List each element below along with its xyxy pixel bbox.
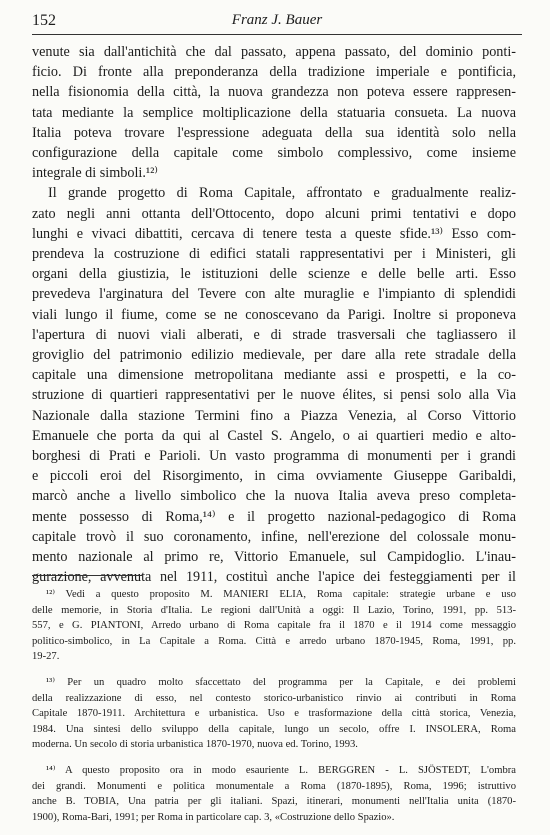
body-line: capitale trovò il suo coronamento, infine, nell'erezione del colossale monu- — [32, 528, 516, 545]
body-line: mento nazionale al primo re, Vittorio Emanuele, sul Campidoglio. L'inau- — [32, 549, 516, 566]
body-line: groviglio del patrimonio edilizio medievale, per dare alla rete stradale della — [32, 347, 516, 364]
body-line: borghesi di Prati e Parioli. Un vasto programma di monumenti per i grandi — [32, 448, 516, 465]
body-line: Emanuele che porta da qui al Castel S. Angelo, o ai quartieri medio e alto- — [32, 427, 516, 444]
body-line: zato negli anni ottanta dell'Ottocento, dopo alcuni primi tentativi e dopo — [32, 205, 516, 222]
footnote-line: delle memorie, in Storia d'Italia. Le regioni dall'Unità a oggi: Il Lazio, Torino, 1991, pp. 513- — [32, 604, 516, 616]
body-line: Nazionale dalla stazione Termini fino a Piazza Venezia, al Corso Vittorio — [32, 407, 516, 424]
page-header — [32, 8, 522, 35]
running-head: Franz J. Bauer — [231, 12, 323, 28]
footnote-line: Capitale 1870-1911. Architettura e urbanistica. Uso e trasformazione della città storica, Venezia, — [32, 708, 516, 720]
body-line: Il grande progetto di Roma Capitale, affrontato e gradualmente realiz- — [48, 185, 516, 202]
body-line: configurazione della capitale come simbolo complessivo, come insieme — [32, 145, 516, 162]
body-line: nella fisionomia della città, la nuova grandezza non poteva essere rappresen- — [32, 84, 516, 101]
footnote-line: 19-27. — [32, 651, 60, 663]
footnote-13 — [32, 675, 516, 753]
footnote-14 — [32, 763, 516, 825]
footnote-line: politico-simbolico, in La Capitale a Roma. Città e arredo urbano 1870-1945, Roma, 1991, pp. — [32, 635, 516, 647]
body-line: prendeva la costruzione di edifici statali rappresentativi per i Ministeri, gli — [32, 246, 516, 263]
body-line: organi della giustizia, le istituzioni delle scienze e delle belle arti. Esso — [32, 266, 516, 283]
footnote-separator — [32, 575, 142, 576]
footnote-line: ¹²⁾ Vedi a questo proposito M. MANIERI ELIA, Roma capitale: strategie urbane e uso — [46, 589, 516, 600]
footnote-line: anche B. TOBIA, Una patria per gli italiani. Spazi, itinerari, monumenti nell'Italia unita (1870- — [32, 796, 516, 808]
footnote-line: dei grandi. Monumenti e politica monumentale a Roma (1870-1895), Roma, 1996; istruttivo — [32, 780, 516, 792]
body-line: Italia poteva trovare l'espressione adeguata della sua identità solo nella — [32, 124, 516, 141]
footnote-line: 1984. Una sintesi dello sviluppo della capitale, lungo un secolo, offre I. INSOLERA, Roma — [32, 723, 516, 735]
footnote-12 — [32, 587, 516, 665]
body-line: capitale una dimensione metropolitana mediante assi e prospetti, e la co- — [32, 367, 516, 384]
body-line: integrale di simboli.¹²⁾ — [32, 165, 158, 182]
body-line: e piccoli eroi del Risorgimento, in cima ovviamente Giuseppe Garibaldi, — [32, 468, 516, 485]
body-line: mente possesso di Roma,¹⁴⁾ e il progetto nazional-pedagogico di Roma — [32, 508, 516, 525]
footnote-line: della realizzazione di esso, nel contesto storico-urbanistico rinvio ai contributi in Roma — [32, 692, 516, 704]
body-line: ficio. Di fronte alla preponderanza della tradizione imperiale e pontificia, — [32, 64, 516, 81]
body-text — [32, 42, 516, 587]
body-line: prevedeva l'arginatura del Tevere con alte muraglie e l'impianto di splendidi — [32, 286, 516, 303]
body-line: viali lungo il fiume, come se ne conoscevano da Parigi. Inoltre si proponeva — [32, 306, 516, 323]
footnotes — [32, 587, 516, 835]
body-line: venute sia dall'antichità che dal passato, appena passato, del dominio ponti- — [32, 44, 516, 60]
body-line: gurazione, avvenuta nel 1911, costituì anche l'apice dei festeggiamenti per il — [32, 569, 516, 586]
page-number: 152 — [32, 12, 56, 29]
body-line: marcò anche a livello simbolico che la nuova Italia aveva preso completa- — [32, 488, 516, 505]
body-line: tata mediante la semplice moltiplicazione della statuaria consueta. La nuova — [32, 104, 516, 121]
footnote-line: 1900), Roma-Bari, 1991; per Roma in particolare cap. 3, «Costruzione dello Spazio». — [32, 811, 395, 823]
body-line: lunghi e vivaci dibattiti, cercava di tenere testa a queste sfide.¹³⁾ Esso com- — [32, 225, 516, 242]
footnote-line: moderna. Un secolo di storia urbanistica 1870-1970, nuova ed. Torino, 1993. — [32, 739, 358, 751]
body-line: struzione di quartieri rappresentativi per le nuove élites, si pensi solo alla Via — [32, 387, 516, 404]
body-line: l'apertura di nuovi viali alberati, e di strade trasversali che tagliassero il — [32, 326, 516, 343]
footnote-line: ¹³⁾ Per un quadro molto sfaccettato del programma per la Capitale, e dei problemi — [46, 676, 516, 688]
footnote-line: ¹⁴⁾ A questo proposito ora in modo esauriente L. BERGGREN - L. SJÖSTEDT, L'ombra — [46, 764, 516, 776]
footnote-line: 557, e G. PIANTONI, Arredo urbano di Roma capitale fra il 1870 e il 1914 come messaggio — [32, 620, 516, 632]
